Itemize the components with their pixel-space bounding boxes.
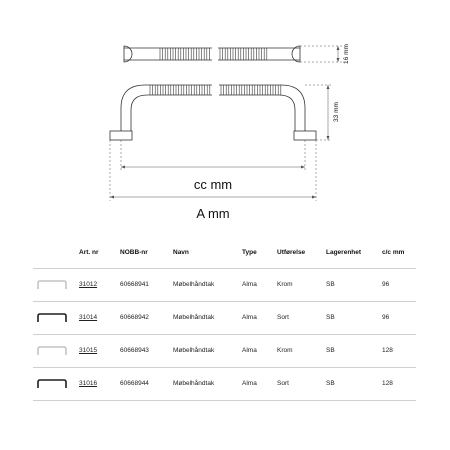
product-name: Møbelhåndtak [173,347,215,354]
product-finish: Sort [277,314,289,321]
header-lagerenhet: Lagerenhet [326,249,362,256]
product-name: Møbelhåndtak [173,281,215,288]
product-type: Alma [242,380,257,387]
handle-front-view [110,85,316,140]
product-finish: Sort [277,380,289,387]
dim-cc-label: cc mm [193,177,233,192]
product-name: Møbelhåndtak [173,380,215,387]
handle-top-view [124,46,300,62]
product-name: Møbelhåndtak [173,314,215,321]
header-art-nr: Art. nr [79,249,99,256]
header-cc: c/c mm [382,249,405,256]
cc-value: 96 [382,314,390,321]
cc-value: 96 [382,281,390,288]
nobb-nr: 60668942 [120,314,149,321]
dim-a-label: A mm [196,206,230,221]
art-nr-link[interactable]: 31015 [79,347,98,354]
nobb-nr: 60668943 [120,347,149,354]
dim-16-label: 16 mm [343,44,350,64]
product-type: Alma [242,347,257,354]
stock-unit: SB [326,380,335,387]
product-finish: Krom [277,347,293,354]
dim-33-label: 33 mm [333,102,340,122]
table-row [33,301,416,334]
product-type: Alma [242,281,257,288]
handle-thumbnail-icon [35,311,69,323]
stock-unit: SB [326,314,335,321]
header-nobb-nr: NOBB-nr [120,249,148,256]
art-nr-link[interactable]: 31014 [79,314,98,321]
table-row [33,367,416,401]
handle-thumbnail-icon [35,344,69,356]
handle-thumbnail-icon [35,377,69,389]
header-utforelse: Utførelse [277,249,306,256]
art-nr-link[interactable]: 31016 [79,380,98,387]
nobb-nr: 60668944 [120,380,149,387]
stock-unit: SB [326,347,335,354]
cc-value: 128 [382,380,393,387]
product-finish: Krom [277,281,293,288]
handle-thumbnail-icon [35,278,69,290]
stock-unit: SB [326,281,335,288]
product-type: Alma [242,314,257,321]
header-type: Type [242,249,257,256]
table-row [33,268,416,301]
table-row [33,334,416,367]
art-nr-link[interactable]: 31012 [79,281,98,288]
cc-value: 128 [382,347,393,354]
spec-table [33,240,416,401]
table-header [33,240,416,268]
header-navn: Navn [173,249,189,256]
nobb-nr: 60668941 [120,281,149,288]
